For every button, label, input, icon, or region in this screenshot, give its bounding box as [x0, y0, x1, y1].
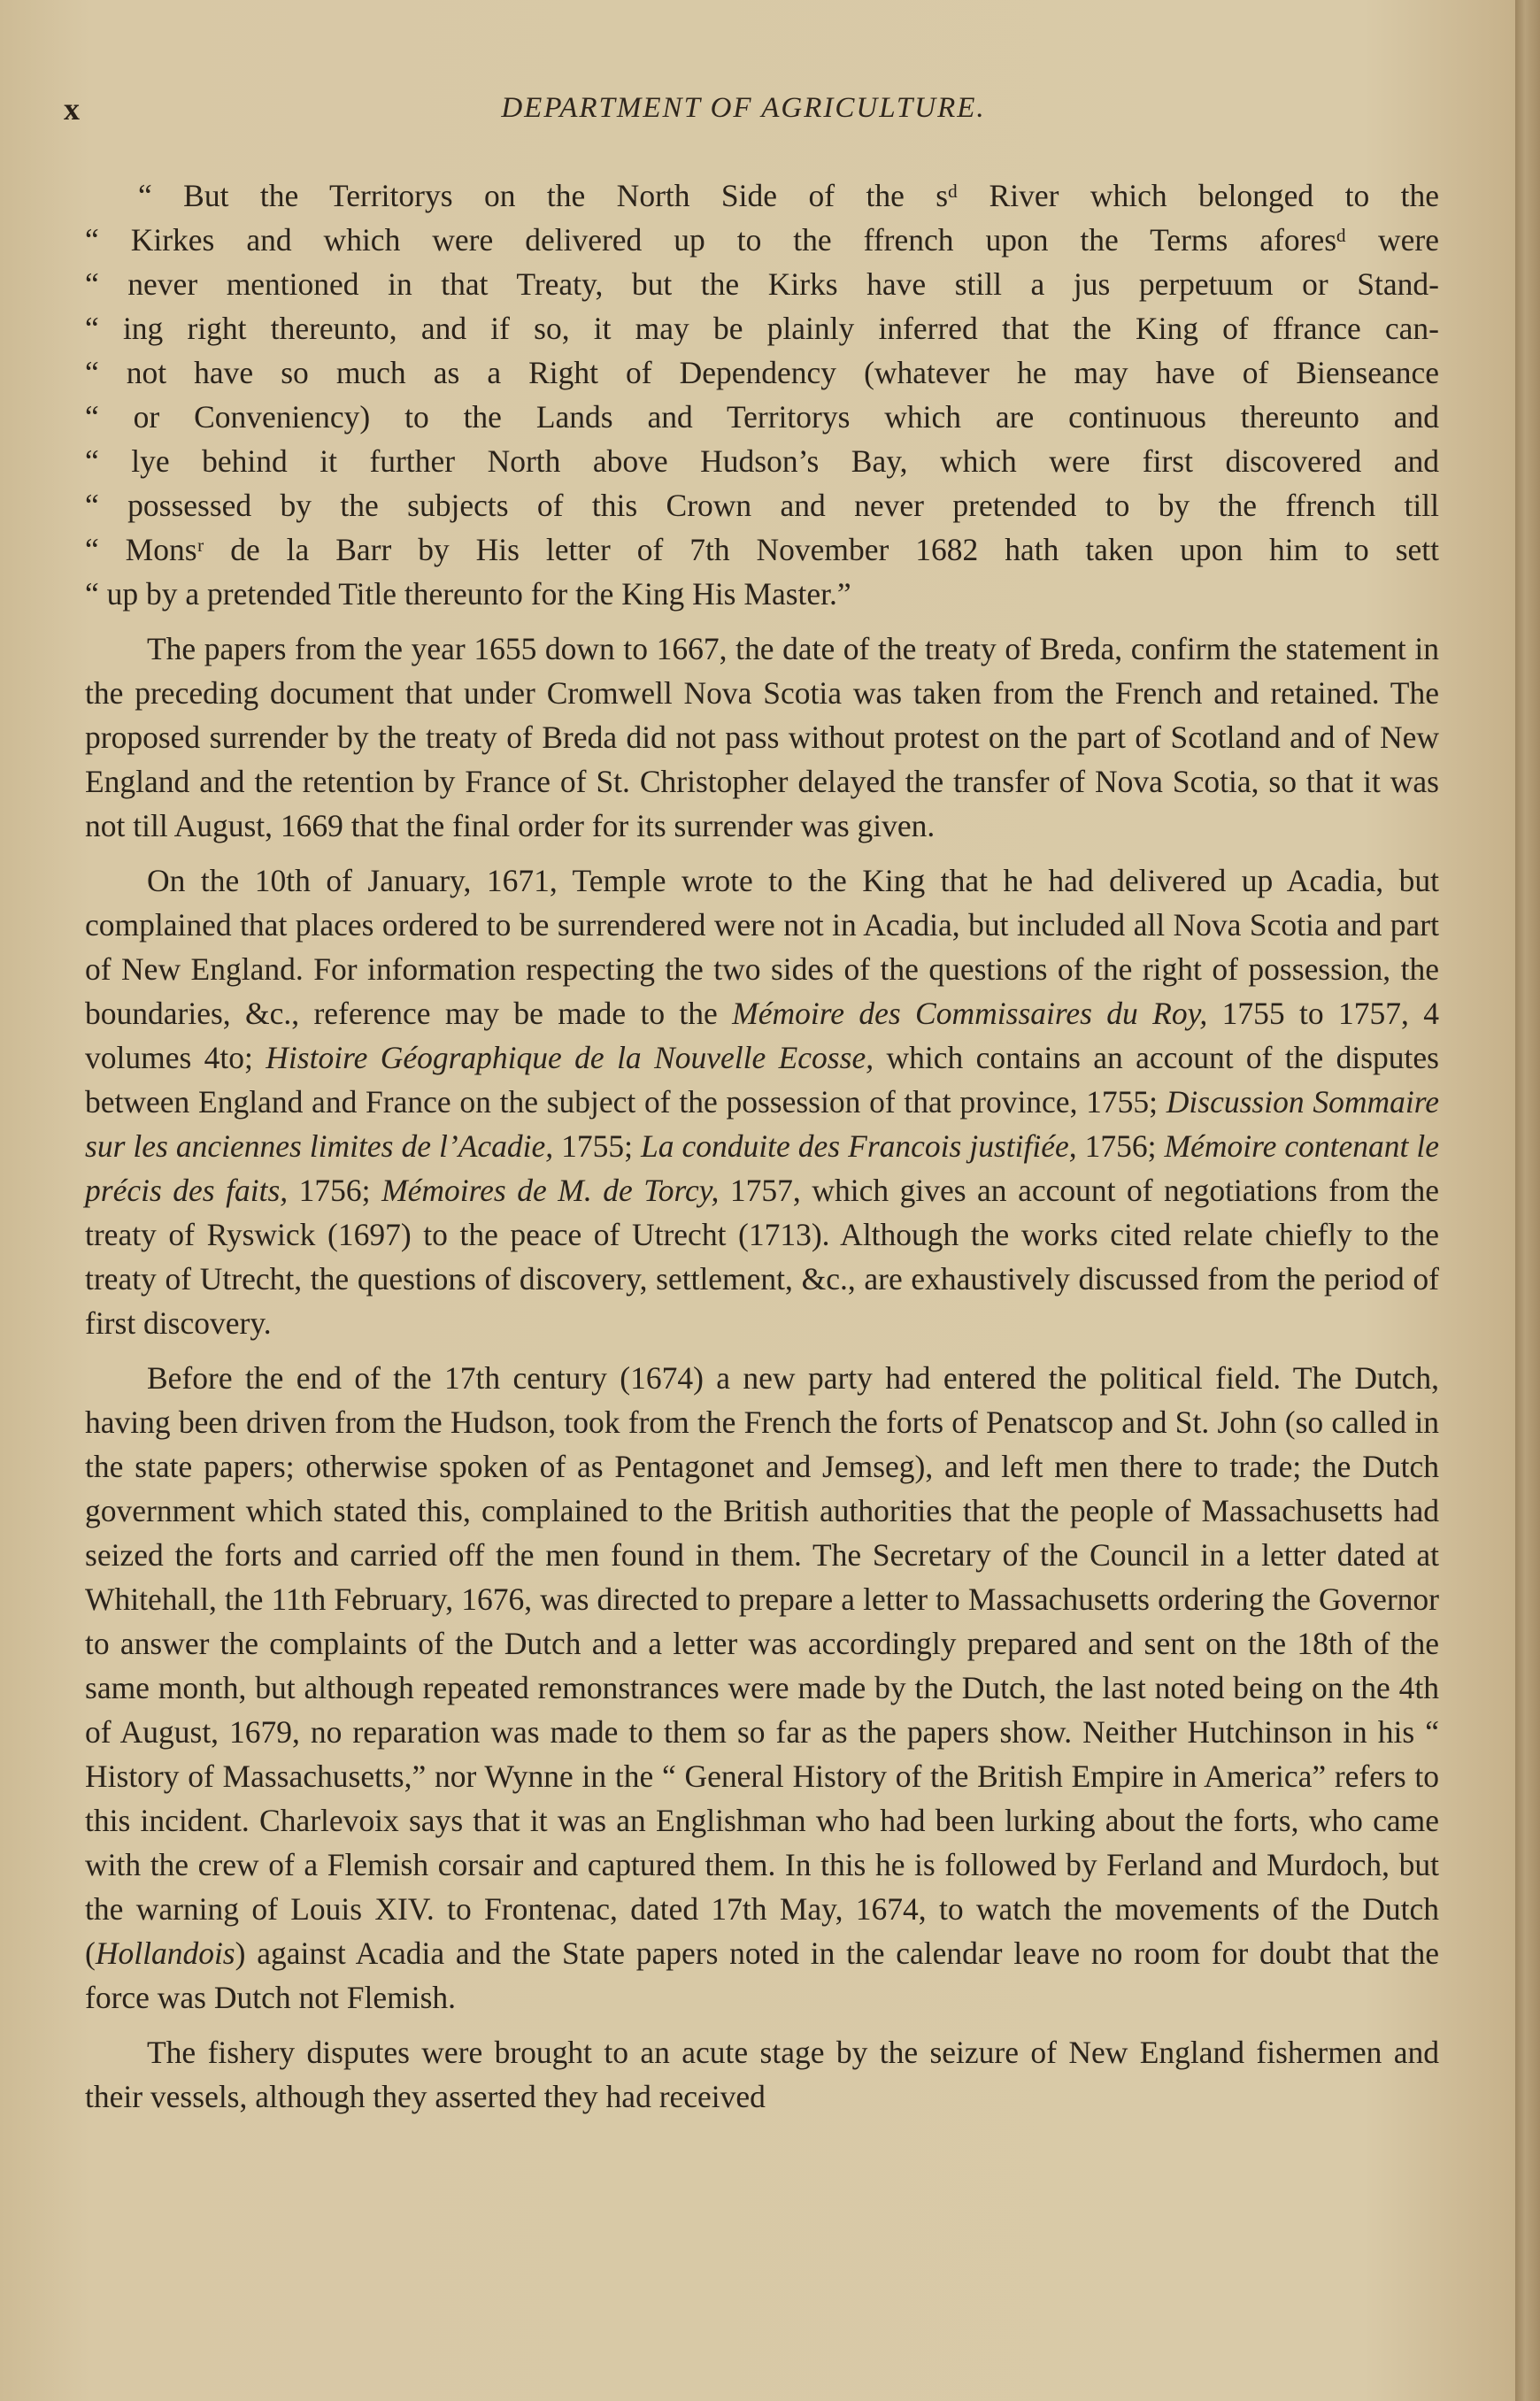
paragraph-fishery-disputes: The fishery disputes were brought to an acute stage by the seizure of New England fishermen and their vessels, although they asserted they had received: [85, 2035, 1439, 2114]
paragraph-temple-acadia: On the 10th of January, 1671, Temple wrote to the King that he had delivered up Acadia, but complained that places ordered to be surrendered were not in Acadia, but included all Nova Scotia and part of New England. For information respecting the two sides of the questions of the right of possession, the boundaries, &c., reference may be made to the Mémoire des Commissaires du Roy, 1755 to 1757, 4 volumes 4to; Histoire Géographique de la Nouvelle Ecosse, which contains an account of the disputes between England and France on the subject of the possession of that province, 1755; Discussion Sommaire sur les anciennes limites de l’Acadie, 1755; La conduite des Francois justifiée, 1756; Mémoire contenant le précis des faits, 1756; Mémoires de M. de Torcy, 1757, which gives an account of negotiations from the treaty of Ryswick (1697) to the peace of Utrecht (1713). Although the works cited relate chiefly to the treaty of Utrecht, the questions of discovery, settlement, &c., are exhaustively discussed from the period of first discovery.: [85, 863, 1439, 1341]
term-hollandois: Hollandois: [95, 1935, 235, 1971]
quote-line: “ or Conveniency) to the Lands and Territorys which are continuous thereunto and: [85, 399, 1439, 435]
quote-line: “ Monsʳ de la Barr by His letter of 7th November 1682 hath taken upon him to sett: [85, 532, 1439, 567]
title-histoire-geographique: Histoire Géographique de la Nouvelle Ecosse,: [266, 1040, 874, 1075]
title-memoire-precis: Mémoire contenant le précis des faits,: [85, 1128, 1439, 1208]
title-memoire-commissaires: Mémoire des Commissaires du Roy,: [732, 996, 1208, 1031]
title-memoires-torcy: Mémoires de M. de Torcy,: [381, 1173, 720, 1208]
page-edge: [1515, 0, 1540, 2401]
running-head: DEPARTMENT OF AGRICULTURE.: [501, 92, 986, 124]
quote-line: “ But the Territorys on the North Side of the sᵈ River which belonged to the: [138, 178, 1439, 213]
page-header: [53, 90, 1434, 133]
quote-line: “ up by a pretended Title thereunto for the King His Master.”: [85, 576, 851, 612]
title-discussion-sommaire: Discussion Sommaire sur les anciennes limites de l’Acadie,: [85, 1084, 1439, 1164]
quote-line: “ possessed by the subjects of this Crown and never pretended to by the ffrench till: [85, 488, 1439, 523]
quote-line: “ never mentioned in that Treaty, but the Kirks have still a jus perpetuum or Stand-: [85, 266, 1439, 302]
quote-line: “ ing right thereunto, and if so, it may be plainly inferred that the King of ffrance can-: [85, 311, 1439, 346]
quote-line: “ lye behind it further North above Hudson’s Bay, which were first discovered and: [85, 443, 1439, 479]
title-conduite-francois: La conduite des Francois justifiée,: [641, 1128, 1077, 1164]
paragraph-treaty-of-breda: The papers from the year 1655 down to 1667, the date of the treaty of Breda, confirm the statement in the preceding document that under Cromwell Nova Scotia was taken from the French and retained. The proposed surrender by the treaty of Breda did not pass without protest on the part of Scotland and of New England and the retention by France of St. Christopher delayed the transfer of Nova Scotia, so that it was not till August, 1669 that the final order for its surrender was given.: [85, 631, 1439, 843]
page-number: x: [64, 91, 80, 127]
quote-line: “ Kirkes and which were delivered up to the ffrench upon the Terms aforesᵈ were: [85, 222, 1439, 258]
quote-line: “ not have so much as a Right of Dependency (whatever he may have of Bienseance: [85, 355, 1439, 390]
body-text: [85, 173, 1439, 2119]
paragraph-dutch-forts: Before the end of the 17th century (1674) a new party had entered the political field. The Dutch, having been driven from the Hudson, took from the French the forts of Penatscop and St. John (so called in the state papers; otherwise spoken of as Pentagonet and Jemseg), and left men there to trade; the Dutch government which stated this, complained to the British authorities that the people of Massachusetts had seized the forts and carried off the men found in them. The Secretary of the Council in a letter dated at Whitehall, the 11th February, 1676, was directed to prepare a letter to Massachusetts ordering the Governor to answer the complaints of the Dutch and a letter was accordingly prepared and sent on the 18th of the same month, but although repeated remonstrances were made by the Dutch, the last noted being on the 4th of August, 1679, no reparation was made to them so far as the papers show. Neither Hutchinson in his “ History of Massachusetts,” nor Wynne in the “ General History of the British Empire in America” refers to this incident. Charlevoix says that it was an Englishman who had been lurking about the forts, who came with the crew of a Flemish corsair and captured them. In this he is followed by Ferland and Murdoch, but the warning of Louis XIV. to Frontenac, dated 17th May, 1674, to watch the movements of the Dutch (Hollandois) against Acadia and the State papers noted in the calendar leave no room for doubt that the force was Dutch not Flemish.: [85, 1360, 1439, 2015]
quotation-block: [85, 173, 1439, 616]
